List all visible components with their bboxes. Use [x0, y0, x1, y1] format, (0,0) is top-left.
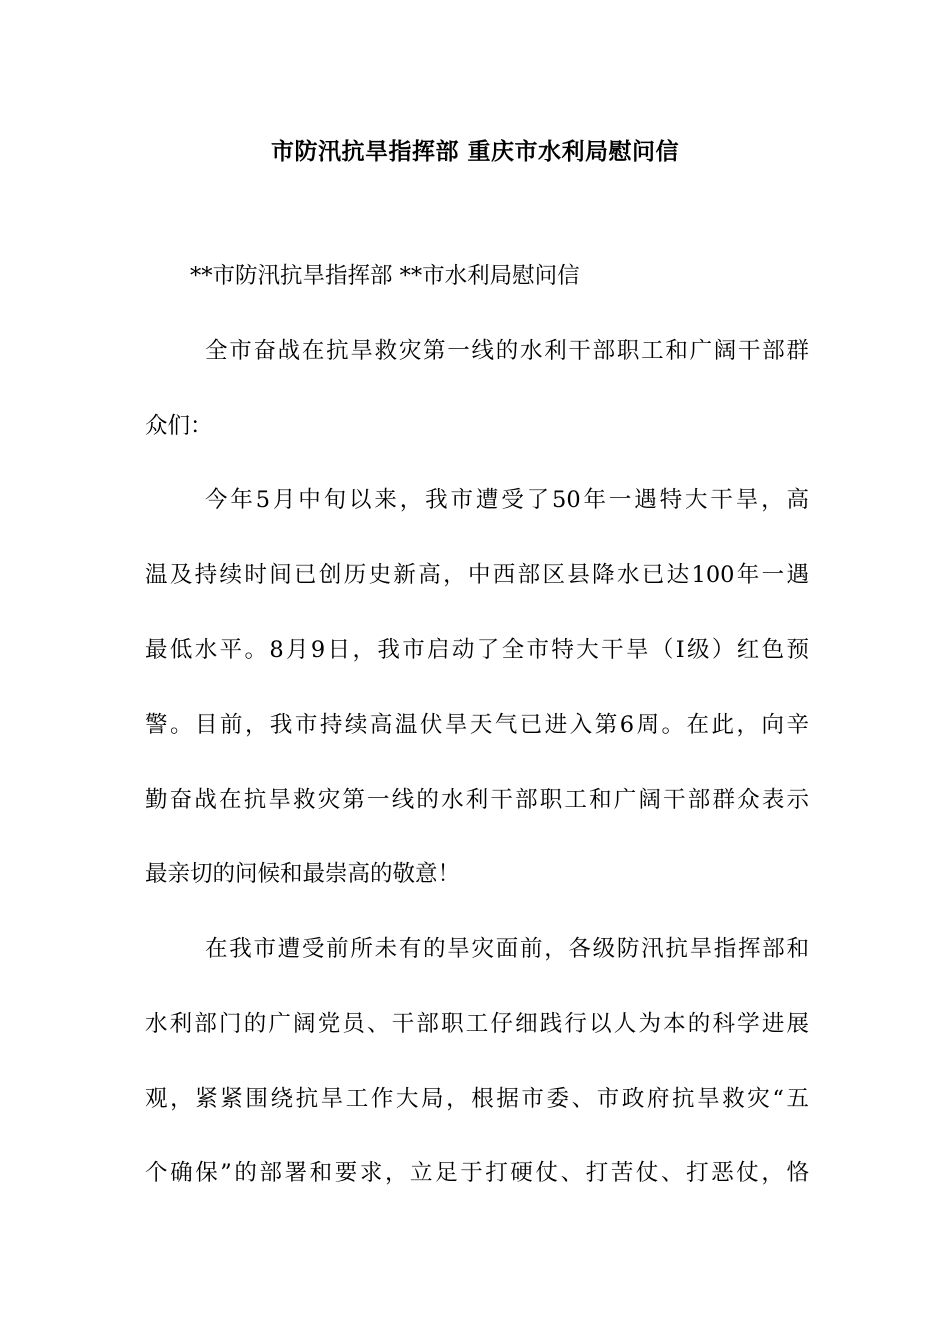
paragraph-line: 水利部门的广阔党员、干部职工仔细践行以人为本的科学进展	[145, 1011, 809, 1037]
paragraph-line: 今年5月中旬以来，我市遭受了50年一遇特大干旱，高	[205, 487, 809, 513]
paragraph-line: 个确保”的部署和要求，立足于打硬仗、打苦仗、打恶仗，恪	[145, 1160, 809, 1186]
paragraph-line: 观，紧紧围绕抗旱工作大局，根据市委、市政府抗旱救灾“五	[145, 1086, 809, 1112]
salutation-line-1: 全市奋战在抗旱救灾第一线的水利干部职工和广阔干部群	[205, 338, 809, 364]
paragraph-line: 警。目前，我市持续高温伏旱天气已进入第6周。在此，向辛	[145, 712, 809, 738]
paragraph-line: 最亲切的问候和最崇高的敬意！	[145, 861, 461, 887]
letter-subheading: **市防汛抗旱指挥部 **市水利局慰问信	[190, 263, 580, 289]
salutation-line-2: 众们：	[145, 413, 213, 439]
paragraph-line: 在我市遭受前所未有的旱灾面前，各级防汛抗旱指挥部和	[205, 936, 809, 962]
document-title: 市防汛抗旱指挥部 重庆市水利局慰问信	[270, 139, 679, 165]
paragraph-line: 温及持续时间已创历史新高，中西部区县降水已达100年一遇	[145, 562, 809, 588]
paragraph-line: 勤奋战在抗旱救灾第一线的水利干部职工和广阔干部群众表示	[145, 787, 809, 813]
paragraph-line: 最低水平。8月9日，我市启动了全市特大干旱（Ⅰ级）红色预	[145, 637, 809, 663]
